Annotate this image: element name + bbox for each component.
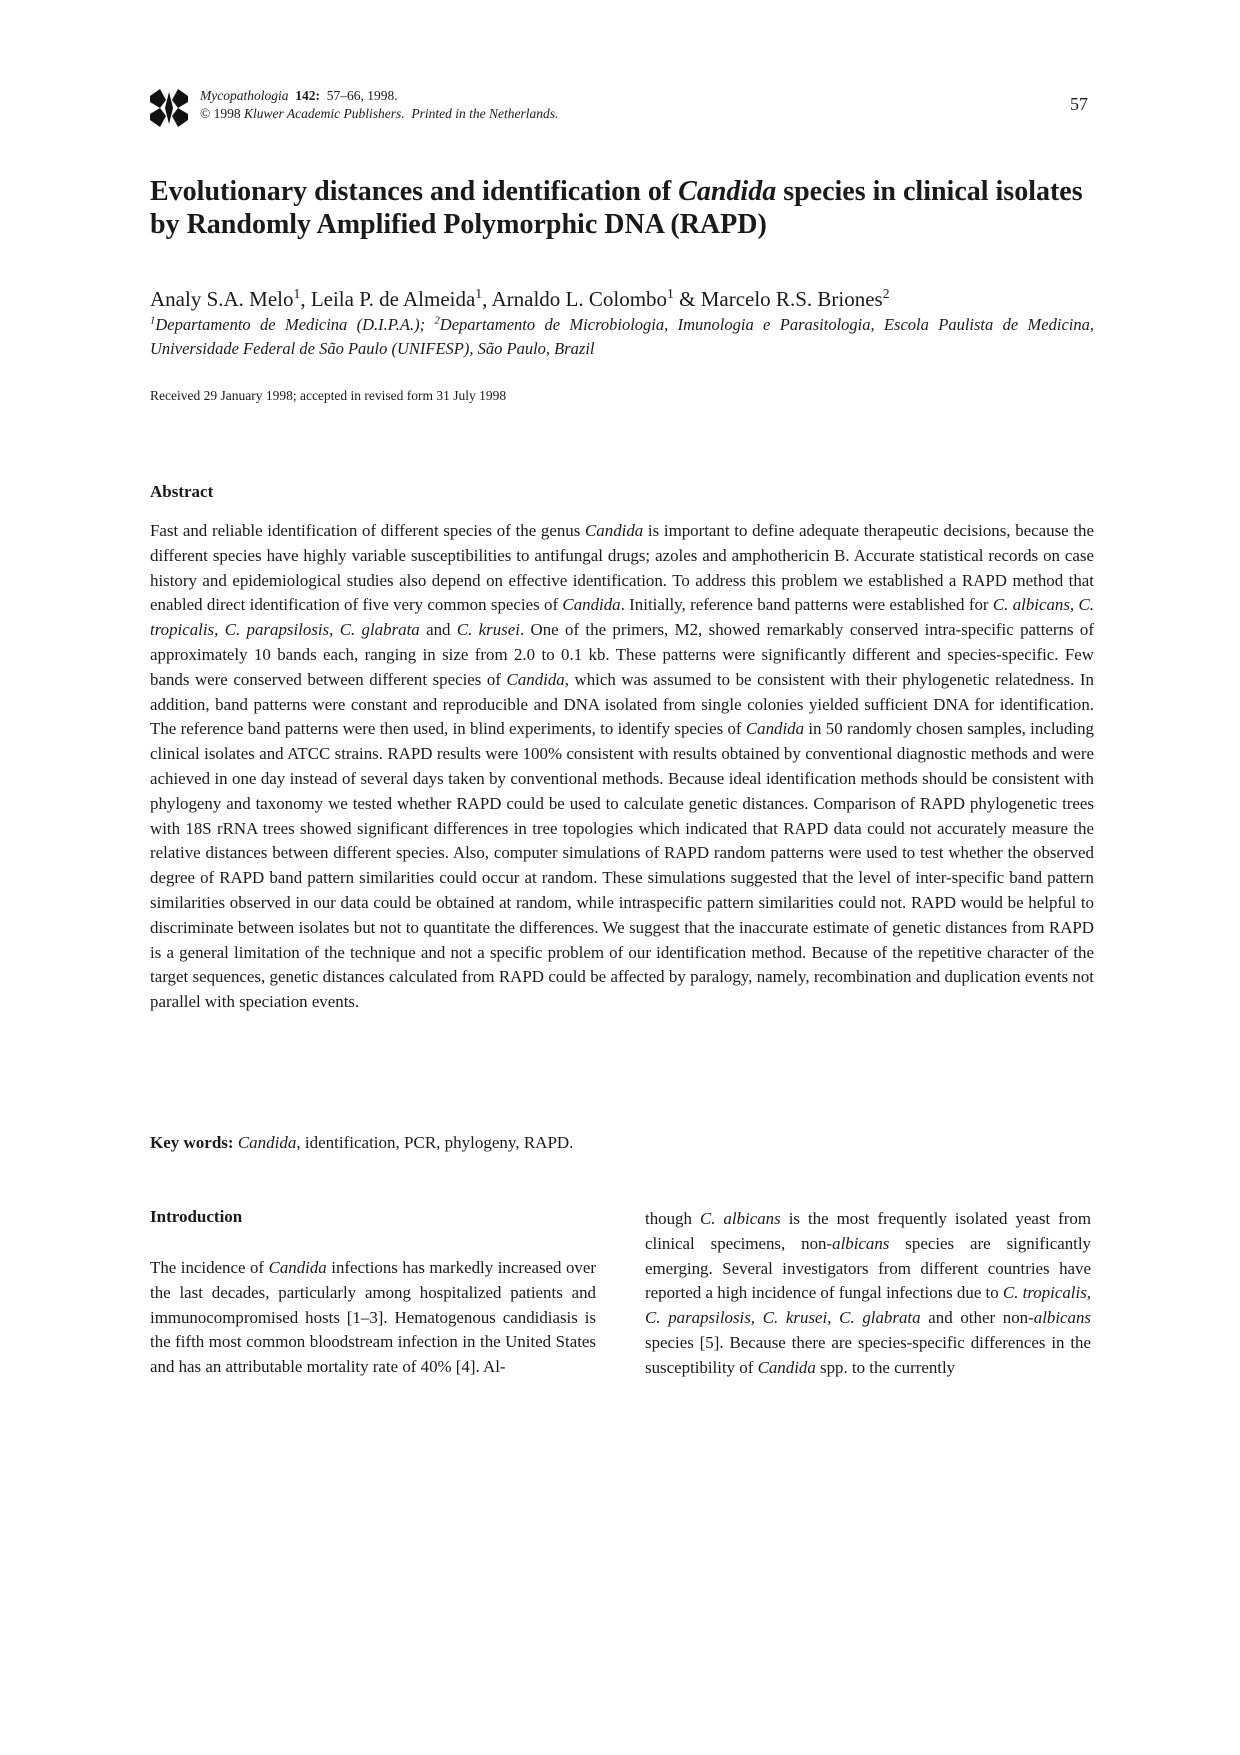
printed-note: Printed in the Netherlands. [411,106,559,121]
publisher-name: Kluwer Academic Publishers. [244,106,405,121]
abstract-paragraph [150,519,1094,1015]
author-separator: & [673,287,701,311]
affiliation-2: Departamento de Microbiologia, Imunologia e Parasitologia, Escola Paulista de Medicina, Universidade Federal de São Paulo (UNIFESP), São Paulo, Brazil [150,315,1094,358]
page-number: 57 [1070,94,1088,114]
italic-text: Candida [506,669,565,689]
text-run: The incidence of [150,1258,269,1277]
abstract-body [150,519,1094,1015]
author-separator: , [482,287,492,311]
keywords-list [234,1133,574,1152]
text-run: and other non- [920,1308,1034,1328]
text-run: species are significantly emerging. Several investigators from different countries have reported a high incidence of fungal infections due to [645,1233,1092,1303]
journal-volume: 142: [295,88,320,103]
author-separator: , [300,287,311,311]
copyright-year: 1998 [213,106,241,121]
text-run: species [5]. Because there are species-specific differences in the susceptibility of [645,1332,1091,1377]
affiliations [150,313,1094,361]
text-run: is important to define adequate therapeutic decisions, because the different species have highly variable susceptibilities to antifungal drugs; azoles and amphothericin B. Accurate statistical records on case history and epidemiological studies also depend on effective identification. To address this problem we established a RAPD method that enabled direct identification of five very common species of [150,521,1095,615]
text-run: is the most frequently isolated yeast from clinical specimens, non- [645,1209,1091,1253]
paper-title [150,175,1110,241]
abstract-heading: Abstract [150,482,214,501]
text-run: , which was assumed to be consistent with their phylogenetic relatedness. In addition, band patterns were constant and reproducible and DNA isolated from single colonies yielded sufficient DNA for identification. The reference band patterns were then used, in blind experiments, to identify species of [150,669,1094,739]
author-name: Analy S.A. Melo [150,287,294,311]
title-part1: Evolutionary distances and identification of [150,176,679,207]
affiliation-mark: 2 [434,314,440,327]
text-run: and [419,620,457,640]
author-affiliation-mark: 1 [475,286,483,301]
introduction-column-right [645,1207,1091,1381]
italic-text: Candida [237,1133,297,1152]
journal-line [200,87,558,105]
italic-text: C. krusei [456,620,520,640]
text-run: infections has markedly increased over the last decades, particularly among hospitalized patients and immunocompromised hosts [1–3]. Hematogenous candidiasis is the fifth most common bloodstream infection in the United States and has an attributable mortality rate of 40% [4]. Al- [150,1258,596,1377]
publisher-logo [150,86,188,130]
journal-citation [200,87,558,123]
author-list [150,286,1110,312]
text-run: in 50 randomly chosen samples, including clinical isolates and ATCC strains. RAPD results were 100% consistent with results obtained by conventional diagnostic methods and were achieved in one day instead of several days taken by conventional methods. Because ideal identification methods should be consistent with phylogeny and taxonomy we tested whether RAPD could be used to calculate genetic distances. Comparison of RAPD phylogenetic trees with 18S rRNA trees showed significant differences in tree topologies which indicated that RAPD data could not accurately measure the relative distances between different species. Also, computer simulations of RAPD random patterns were used to test whether the observed degree of RAPD band pattern similarities could occur at random. These simulations suggested that the level of inter-specific band pattern similarities observed in our data could be obtained at random, while intraspecific pattern similarities could not. RAPD would be helpful to discriminate between isolates but not to quantitate the differences. We suggest that the inaccurate estimate of genetic distances from RAPD is a general limitation of the technique and not a specific problem of our identification method. Because of the repetitive character of the target sequences, genetic distances calculated from RAPD could be affected by paralogy, namely, recombination and duplication events not parallel with speciation events. [150,719,1094,1012]
keywords-label: Key words: [150,1133,234,1152]
keywords [150,1133,1094,1153]
title-italic: Candida [678,176,777,207]
title-part2: species in clinical isolates by Randomly Amplified Polymorphic DNA (RAPD) [150,176,1083,240]
affiliation-1: Departamento de Medicina (D.I.P.A.); [155,315,435,334]
copyright-symbol: © [200,106,211,121]
text-run: . Initially, reference band patterns were established for [620,595,993,615]
text-run: . One of the primers, M2, showed remarkably conserved intra-specific patterns of approximately 10 bands each, ranging in size from 2.0 to 0.1 kb. These patterns were significantly different and species-specific. Few bands were conserved between different species of [150,620,1094,689]
copyright-line [200,105,558,123]
author-affiliation-mark: 2 [882,286,890,301]
italic-text: Candida [745,719,805,739]
introduction-paragraph [150,1256,596,1380]
text-run: spp. to the currently [815,1357,956,1377]
introduction-column-left [150,1256,596,1380]
text-run: Fast and reliable identification of different species of the genus [150,521,586,540]
author-affiliation-mark: 1 [293,286,301,301]
italic-text: C. tropicalis, C. parapsilosis, C. krusei, C. glabrata [645,1283,1091,1328]
author-name: Leila P. de Almeida [310,287,476,311]
italic-text: albicans [832,1233,890,1253]
received-dates: Received 29 January 1998; accepted in revised form 31 July 1998 [150,388,507,403]
affiliation-mark: 1 [150,314,156,327]
italic-text: C. albicans [699,1209,781,1228]
text-run: , identification, PCR, phylogeny, RAPD. [296,1133,574,1152]
journal-pages-year: 57–66, 1998. [326,88,398,103]
journal-name: Mycopathologia [200,88,289,103]
introduction-paragraph-continued [645,1207,1091,1381]
italic-text: C. albicans, C. tropicalis, C. parapsilosis, C. glabrata [150,595,1094,640]
author-name: Marcelo R.S. Briones [700,287,883,311]
author-name: Arnaldo L. Colombo [491,287,668,311]
introduction-heading: Introduction [150,1207,243,1226]
italic-text: Candida [562,595,621,615]
text-run: though [645,1209,700,1228]
italic-text: albicans [1033,1308,1091,1328]
author-affiliation-mark: 1 [667,286,674,301]
italic-text: Candida [757,1357,816,1377]
italic-text: Candida [585,521,644,540]
italic-text: Candida [268,1258,327,1277]
